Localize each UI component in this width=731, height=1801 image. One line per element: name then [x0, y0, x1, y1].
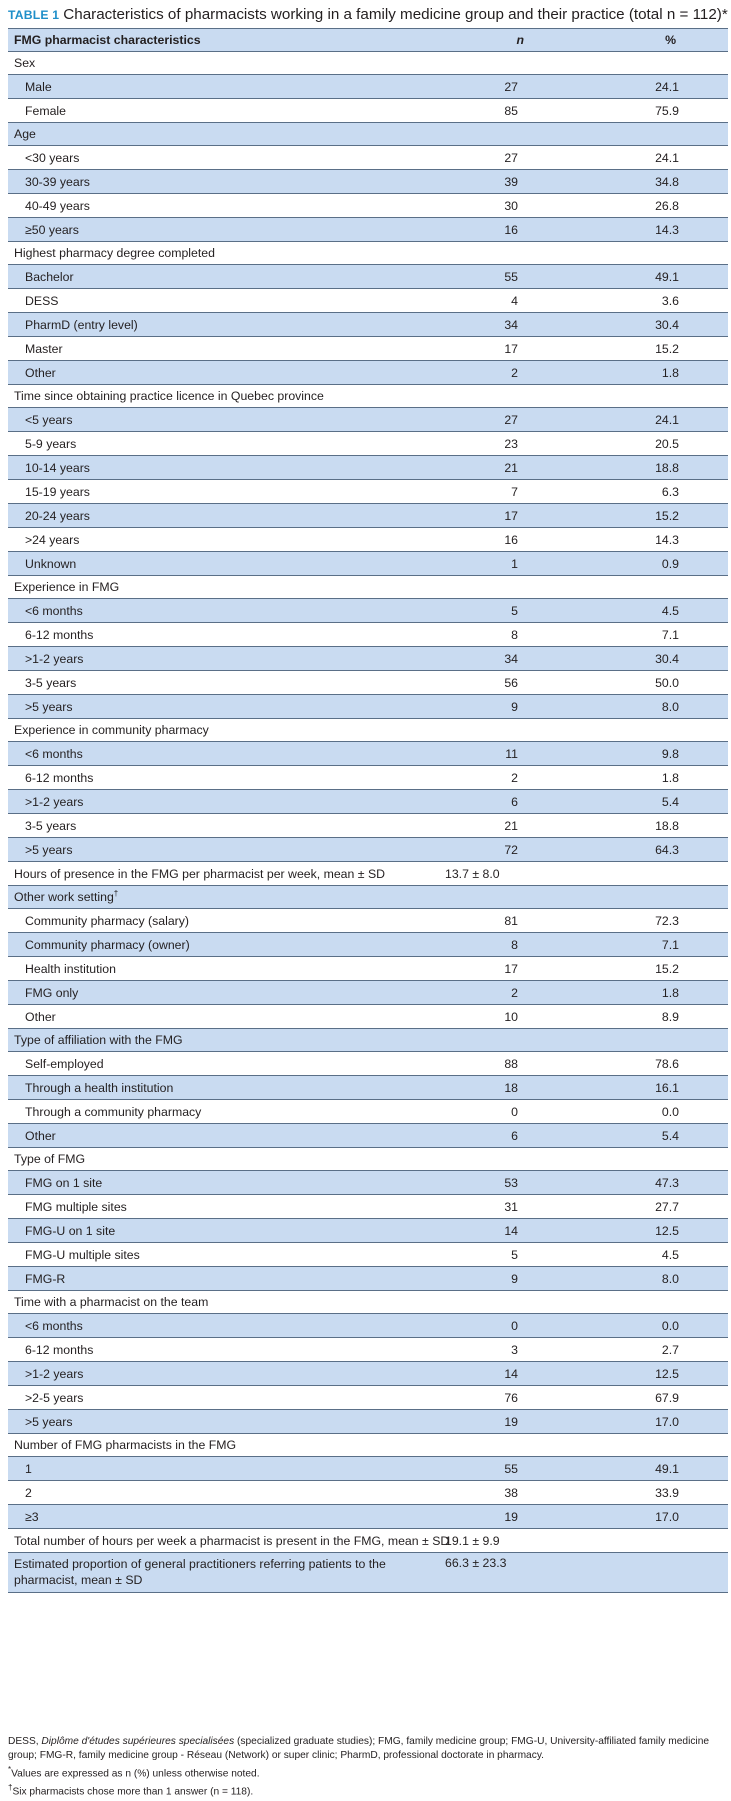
row-percent: 64.3: [574, 838, 728, 862]
row-count: 6: [440, 790, 574, 814]
row-count: 14: [440, 1219, 574, 1243]
table-row: [8, 1100, 728, 1124]
stat-value: 13.7 ± 8.0: [440, 862, 728, 886]
summary-stat-row: [8, 1553, 728, 1593]
row-percent: 50.0: [574, 671, 728, 695]
row-label: <6 months: [8, 742, 440, 766]
table-row: [8, 695, 728, 719]
table-row: [8, 1505, 728, 1529]
row-label: Community pharmacy (owner): [8, 933, 440, 957]
row-count: 55: [440, 265, 574, 289]
row-count: 19: [440, 1410, 574, 1434]
row-count: 1: [440, 552, 574, 576]
category-row: [8, 576, 728, 599]
row-percent: 24.1: [574, 75, 728, 99]
row-label: Bachelor: [8, 265, 440, 289]
row-label: Other: [8, 1005, 440, 1029]
table-row: [8, 504, 728, 528]
row-percent: 18.8: [574, 456, 728, 480]
category-label: Time since obtaining practice licence in Quebec province: [8, 385, 728, 408]
row-count: 6: [440, 1124, 574, 1148]
category-row: [8, 1029, 728, 1052]
row-percent: 12.5: [574, 1362, 728, 1386]
row-percent: 78.6: [574, 1052, 728, 1076]
table-row: [8, 528, 728, 552]
row-count: 27: [440, 146, 574, 170]
table-row: [8, 1338, 728, 1362]
header-n: n: [440, 29, 574, 52]
row-percent: 7.1: [574, 623, 728, 647]
row-label: <6 months: [8, 1314, 440, 1338]
row-percent: 49.1: [574, 265, 728, 289]
row-label: 3-5 years: [8, 814, 440, 838]
category-label: Time with a pharmacist on the team: [8, 1291, 728, 1314]
row-percent: 17.0: [574, 1410, 728, 1434]
row-count: 19: [440, 1505, 574, 1529]
row-count: 14: [440, 1362, 574, 1386]
table-row: [8, 1124, 728, 1148]
row-label: <30 years: [8, 146, 440, 170]
category-label: Experience in FMG: [8, 576, 728, 599]
row-count: 31: [440, 1195, 574, 1219]
row-percent: 24.1: [574, 408, 728, 432]
table-label: TABLE 1: [8, 8, 60, 22]
table-row: [8, 647, 728, 671]
category-label: Other work setting†: [8, 886, 728, 909]
table-footnotes: [8, 1735, 728, 1800]
row-label: 2: [8, 1481, 440, 1505]
category-label: Type of affiliation with the FMG: [8, 1029, 728, 1052]
row-percent: 15.2: [574, 337, 728, 361]
row-percent: 72.3: [574, 909, 728, 933]
row-count: 16: [440, 528, 574, 552]
table-row: [8, 1457, 728, 1481]
table-row: [8, 599, 728, 623]
row-count: 7: [440, 480, 574, 504]
table-row: [8, 1314, 728, 1338]
stat-label: Estimated proportion of general practitioners referring patients to the pharmacist, mean ± SD: [8, 1553, 440, 1593]
characteristics-table: [8, 28, 728, 1593]
category-row: [8, 123, 728, 146]
table-row: [8, 289, 728, 313]
row-percent: 5.4: [574, 1124, 728, 1148]
table-row: [8, 909, 728, 933]
row-percent: 20.5: [574, 432, 728, 456]
row-label: FMG on 1 site: [8, 1171, 440, 1195]
table-row: [8, 671, 728, 695]
row-count: 30: [440, 194, 574, 218]
table-row: [8, 1267, 728, 1291]
row-percent: 47.3: [574, 1171, 728, 1195]
table-row: [8, 742, 728, 766]
row-label: >24 years: [8, 528, 440, 552]
table-row: [8, 408, 728, 432]
row-percent: 24.1: [574, 146, 728, 170]
table-row: [8, 75, 728, 99]
table-row: [8, 1171, 728, 1195]
row-percent: 0.9: [574, 552, 728, 576]
row-percent: 15.2: [574, 957, 728, 981]
table-row: [8, 1005, 728, 1029]
row-count: 81: [440, 909, 574, 933]
row-label: DESS: [8, 289, 440, 313]
row-count: 72: [440, 838, 574, 862]
row-percent: 2.7: [574, 1338, 728, 1362]
table-header-row: [8, 29, 728, 52]
row-label: >1-2 years: [8, 1362, 440, 1386]
row-count: 38: [440, 1481, 574, 1505]
row-label: Other: [8, 1124, 440, 1148]
row-count: 4: [440, 289, 574, 313]
row-percent: 16.1: [574, 1076, 728, 1100]
table-row: [8, 1195, 728, 1219]
row-label: 30-39 years: [8, 170, 440, 194]
category-row: [8, 886, 728, 909]
table-row: [8, 432, 728, 456]
row-label: FMG-U on 1 site: [8, 1219, 440, 1243]
table-row: [8, 170, 728, 194]
row-count: 34: [440, 313, 574, 337]
table-row: [8, 552, 728, 576]
row-label: 6-12 months: [8, 766, 440, 790]
summary-stat-row: [8, 862, 728, 886]
row-count: 27: [440, 408, 574, 432]
row-label: Female: [8, 99, 440, 123]
row-count: 5: [440, 1243, 574, 1267]
abbreviations-note: DESS, Diplôme d'études supérieures specialisées (specialized graduate studies); FMG, family medicine group; FMG-U, University-affiliated family medicine group; FMG-R, family medicine group - Réseau (Network) or super clinic; PharmD, professional doctorate in pharmacy.: [8, 1736, 710, 1761]
footnote-values: *Values are expressed as n (%) unless otherwise noted.: [8, 1765, 260, 1780]
category-label: Highest pharmacy degree completed: [8, 242, 728, 265]
row-percent: 9.8: [574, 742, 728, 766]
category-label: Sex: [8, 52, 728, 75]
row-label: 6-12 months: [8, 1338, 440, 1362]
row-percent: 8.9: [574, 1005, 728, 1029]
table-row: [8, 480, 728, 504]
row-percent: 6.3: [574, 480, 728, 504]
table-row: [8, 361, 728, 385]
table-row: [8, 456, 728, 480]
row-count: 34: [440, 647, 574, 671]
row-count: 9: [440, 695, 574, 719]
row-label: >5 years: [8, 695, 440, 719]
table-row: [8, 981, 728, 1005]
table-row: [8, 1362, 728, 1386]
stat-label: Total number of hours per week a pharmacist is present in the FMG, mean ± SD: [8, 1529, 440, 1553]
category-row: [8, 1434, 728, 1457]
row-percent: 0.0: [574, 1100, 728, 1124]
summary-stat-row: [8, 1529, 728, 1553]
table-row: [8, 194, 728, 218]
row-count: 27: [440, 75, 574, 99]
row-label: Male: [8, 75, 440, 99]
header-percent: %: [574, 29, 728, 52]
row-count: 17: [440, 957, 574, 981]
row-percent: 12.5: [574, 1219, 728, 1243]
table-row: [8, 1386, 728, 1410]
row-percent: 75.9: [574, 99, 728, 123]
row-count: 16: [440, 218, 574, 242]
row-count: 11: [440, 742, 574, 766]
row-label: FMG-R: [8, 1267, 440, 1291]
row-label: 15-19 years: [8, 480, 440, 504]
table-row: [8, 265, 728, 289]
row-count: 21: [440, 814, 574, 838]
row-label: >5 years: [8, 838, 440, 862]
row-count: 2: [440, 361, 574, 385]
row-label: 3-5 years: [8, 671, 440, 695]
row-percent: 5.4: [574, 790, 728, 814]
stat-value: 66.3 ± 23.3: [440, 1553, 728, 1593]
row-percent: 15.2: [574, 504, 728, 528]
row-count: 17: [440, 337, 574, 361]
row-percent: 67.9: [574, 1386, 728, 1410]
row-label: Health institution: [8, 957, 440, 981]
row-percent: 0.0: [574, 1314, 728, 1338]
row-count: 10: [440, 1005, 574, 1029]
table-row: [8, 838, 728, 862]
category-label: Type of FMG: [8, 1148, 728, 1171]
row-label: Through a community pharmacy: [8, 1100, 440, 1124]
row-percent: 4.5: [574, 599, 728, 623]
table-row: [8, 337, 728, 361]
row-label: >1-2 years: [8, 647, 440, 671]
table-row: [8, 790, 728, 814]
row-count: 21: [440, 456, 574, 480]
row-count: 0: [440, 1100, 574, 1124]
row-percent: 4.5: [574, 1243, 728, 1267]
category-row: [8, 1148, 728, 1171]
table-row: [8, 313, 728, 337]
row-percent: 17.0: [574, 1505, 728, 1529]
row-count: 85: [440, 99, 574, 123]
row-count: 76: [440, 1386, 574, 1410]
row-label: 1: [8, 1457, 440, 1481]
row-percent: 14.3: [574, 528, 728, 552]
row-percent: 49.1: [574, 1457, 728, 1481]
table-title: [8, 6, 728, 24]
row-count: 56: [440, 671, 574, 695]
row-label: >1-2 years: [8, 790, 440, 814]
row-label: 5-9 years: [8, 432, 440, 456]
category-label: Age: [8, 123, 728, 146]
row-label: FMG-U multiple sites: [8, 1243, 440, 1267]
row-percent: 14.3: [574, 218, 728, 242]
category-row: [8, 242, 728, 265]
row-percent: 34.8: [574, 170, 728, 194]
row-percent: 1.8: [574, 361, 728, 385]
table-row: [8, 1243, 728, 1267]
table-row: [8, 99, 728, 123]
table-caption: Characteristics of pharmacists working in a family medicine group and their practice (total n = 112)*: [63, 6, 728, 23]
row-label: >2-5 years: [8, 1386, 440, 1410]
table-row: [8, 623, 728, 647]
row-percent: 1.8: [574, 981, 728, 1005]
row-label: PharmD (entry level): [8, 313, 440, 337]
row-label: ≥3: [8, 1505, 440, 1529]
table-row: [8, 1481, 728, 1505]
row-percent: 3.6: [574, 289, 728, 313]
row-percent: 8.0: [574, 695, 728, 719]
header-characteristics: FMG pharmacist characteristics: [8, 29, 440, 52]
table-row: [8, 1410, 728, 1434]
row-label: Self-employed: [8, 1052, 440, 1076]
table-row: [8, 146, 728, 170]
row-percent: 30.4: [574, 647, 728, 671]
row-count: 18: [440, 1076, 574, 1100]
footnote-multiple-answers: †Six pharmacists chose more than 1 answer (n = 118).: [8, 1783, 254, 1798]
row-percent: 7.1: [574, 933, 728, 957]
row-label: <6 months: [8, 599, 440, 623]
row-count: 8: [440, 623, 574, 647]
table-row: [8, 957, 728, 981]
category-row: [8, 52, 728, 75]
row-label: 20-24 years: [8, 504, 440, 528]
row-label: <5 years: [8, 408, 440, 432]
table-row: [8, 1076, 728, 1100]
category-row: [8, 385, 728, 408]
row-percent: 1.8: [574, 766, 728, 790]
row-label: FMG multiple sites: [8, 1195, 440, 1219]
row-count: 88: [440, 1052, 574, 1076]
table-row: [8, 933, 728, 957]
category-row: [8, 1291, 728, 1314]
table-row: [8, 766, 728, 790]
table-row: [8, 1052, 728, 1076]
row-percent: 33.9: [574, 1481, 728, 1505]
stat-value: 19.1 ± 9.9: [440, 1529, 728, 1553]
row-count: 17: [440, 504, 574, 528]
table-row: [8, 814, 728, 838]
stat-label: Hours of presence in the FMG per pharmacist per week, mean ± SD: [8, 862, 440, 886]
row-percent: 18.8: [574, 814, 728, 838]
row-label: 10-14 years: [8, 456, 440, 480]
row-count: 2: [440, 981, 574, 1005]
row-label: FMG only: [8, 981, 440, 1005]
row-label: Through a health institution: [8, 1076, 440, 1100]
table-row: [8, 218, 728, 242]
row-percent: 26.8: [574, 194, 728, 218]
row-count: 39: [440, 170, 574, 194]
row-percent: 8.0: [574, 1267, 728, 1291]
row-count: 23: [440, 432, 574, 456]
row-label: Unknown: [8, 552, 440, 576]
row-percent: 30.4: [574, 313, 728, 337]
table-row: [8, 1219, 728, 1243]
row-label: ≥50 years: [8, 218, 440, 242]
row-label: Community pharmacy (salary): [8, 909, 440, 933]
category-label: Experience in community pharmacy: [8, 719, 728, 742]
row-count: 55: [440, 1457, 574, 1481]
row-count: 2: [440, 766, 574, 790]
row-count: 5: [440, 599, 574, 623]
row-label: Master: [8, 337, 440, 361]
row-count: 9: [440, 1267, 574, 1291]
category-row: [8, 719, 728, 742]
category-label: Number of FMG pharmacists in the FMG: [8, 1434, 728, 1457]
row-label: 40-49 years: [8, 194, 440, 218]
row-count: 3: [440, 1338, 574, 1362]
row-percent: 27.7: [574, 1195, 728, 1219]
row-label: Other: [8, 361, 440, 385]
row-count: 8: [440, 933, 574, 957]
row-label: 6-12 months: [8, 623, 440, 647]
row-count: 0: [440, 1314, 574, 1338]
row-label: >5 years: [8, 1410, 440, 1434]
row-count: 53: [440, 1171, 574, 1195]
